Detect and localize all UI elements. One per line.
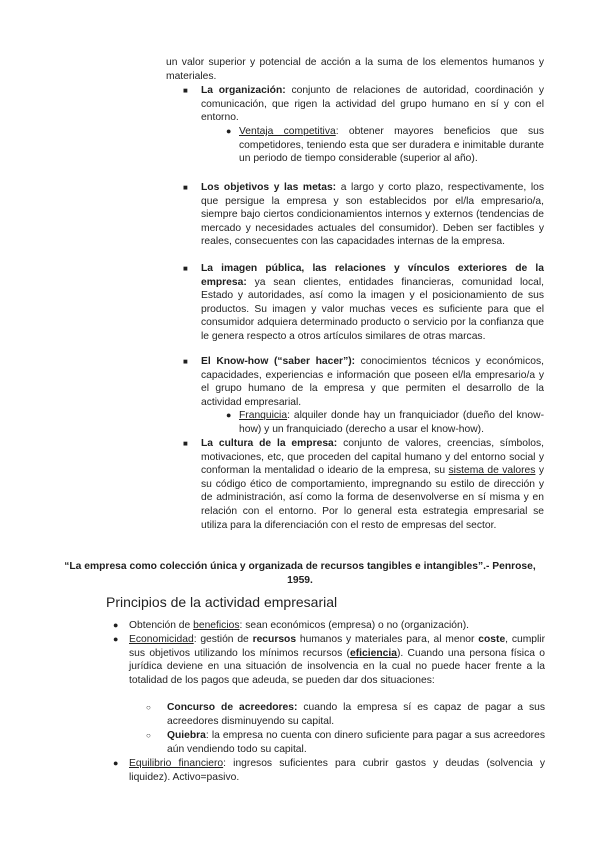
principle-economicidad: Economicidad: gestión de recursos humanos y materiales para, al menor coste, cumplir sus objetivos utilizando los mínimos recursos (eficiencia). Cuando una persona física o jurídica deviene en una situación de insolvencia en la cual no puede hacer frente a la totalidad de los pagos que adeuda, se pueden dar dos situaciones: (129, 634, 546, 686)
bullet-text: conjunto de valores, creencias, símbolos, motivaciones, etc, que proceden del capital humano y del entorno social y conforman la mentalidad o ideario de la empresa, su (201, 438, 544, 477)
term-franquicia: Franquicia (239, 410, 288, 421)
bullet-text: conjunto de relaciones de autoridad, coordinación y comunicación, que rigen la actividad del grupo humano en sí y con el entorno. (201, 85, 544, 124)
section-title: Principios de la actividad empresarial (106, 594, 338, 610)
square-bullet-icon: ■ (183, 264, 188, 273)
situation-concurso: Concurso de acreedores: cuando la empresa sí es capaz de pagar a sus acreedores disminuyendo su capital. (167, 702, 545, 727)
square-bullet-icon: ■ (183, 357, 188, 366)
circle-bullet-icon: ○ (146, 731, 151, 740)
dot-bullet-icon: ● (226, 410, 232, 420)
square-bullet-icon: ■ (183, 183, 188, 192)
situation-quiebra: Quiebra: la empresa no cuenta con dinero suficiente para pagar a sus acreedores aún vendiendo todo su capital. (167, 730, 545, 755)
bullet-text: conocimientos técnicos y económicos, capacidades, experiencias e información que poseen el/la empresario/a y el grupo humano de la empresa y que permiten el desarrollo de la actividad empresarial. (201, 356, 544, 408)
term-economicidad: Economicidad (129, 634, 194, 645)
bullet-title: La imagen pública, las relaciones y vínculos exteriores de la empresa: (201, 263, 544, 288)
dot-bullet-icon: ● (226, 126, 232, 136)
circle-bullet-icon: ○ (146, 703, 151, 712)
term-beneficios: beneficios (193, 620, 240, 631)
sub-bullet-ventaja (239, 125, 544, 166)
term-equilibrio-financiero: Equilibrio financiero (129, 758, 224, 769)
dot-bullet-icon: ● (113, 620, 119, 630)
bullet-text: a largo y corto plazo, respectivamente, los que persigue la empresa y son establecidos por el/la empresario/a, siempre bajo ciertos condicionamientos internos y externos (tendencias de mercado y necesidades actuales del consumidor). Deben ser factibles y reales, consecuentes con las capacidades internas de la empresa. (201, 182, 544, 248)
bullet-objetivos (201, 181, 544, 249)
sub-bullet-text: : alquiler donde hay un franquiciador (dueño del know-how) y un franquiciado (derecho a usar el know-how). (239, 410, 544, 435)
term-ventaja-competitiva: Ventaja competitiva (239, 126, 336, 137)
square-bullet-icon: ■ (183, 86, 188, 95)
bullet-text: y su código ético de comportamiento, impregnando su estilo de dirección y de administración, así como la forma de desenvolverse en sí misma y en relación con el entorno. Por lo general esta estrategia empresarial se utiliza para la diferenciación con el resto de empresas del sector. (201, 465, 544, 531)
principle-equilibrio: Equilibrio financiero: ingresos suficientes para cubrir gastos y deudas (solvencia y liquidez). Activo=pasivo. (129, 758, 545, 783)
sub-bullet-franquicia (239, 409, 544, 436)
bullet-title: El Know-how (“saber hacer”): (201, 356, 356, 367)
dot-bullet-icon: ● (113, 634, 119, 644)
square-bullet-icon: ■ (183, 439, 188, 448)
sub-bullet-text: : obtener mayores beneficios que sus competidores, teniendo esta que ser duradera e inimitable durante un periodo de tiempo considerable (superior al año). (239, 126, 545, 165)
bullet-organizacion (201, 84, 544, 125)
bullet-imagen (201, 262, 544, 344)
dot-bullet-icon: ● (113, 758, 119, 768)
intro-paragraph: un valor superior y potencial de acción a la suma de los elementos humanos y materiales. (166, 57, 544, 82)
bullet-title: La organización: (201, 85, 286, 96)
term-sistema-de-valores: sistema de valores (448, 465, 536, 477)
term-eficiencia: eficiencia (350, 647, 397, 659)
principle-beneficios: Obtención de beneficios: sean económicos (empresa) o no (organización). (129, 620, 470, 631)
bullet-cultura (201, 437, 544, 532)
bullet-title: Los objetivos y las metas: (201, 182, 337, 193)
bullet-title: La cultura de la empresa: (201, 438, 338, 449)
bullet-text: ya sean clientes, entidades financieras, comunidad local, Estado y autoridades, así como la imagen y el posicionamiento de sus productos. Su imagen y valor muchas veces es suficiente para que el consumidor adquiera determinado producto o servicio por la confianza que le genera respecto a otros artículos similares de otras marcas. (201, 276, 544, 342)
penrose-quote: “La empresa como colección única y organizada de recursos tangibles e intangibles”.- Penrose, 1959. (64, 561, 536, 586)
bullet-know-how (201, 355, 544, 409)
